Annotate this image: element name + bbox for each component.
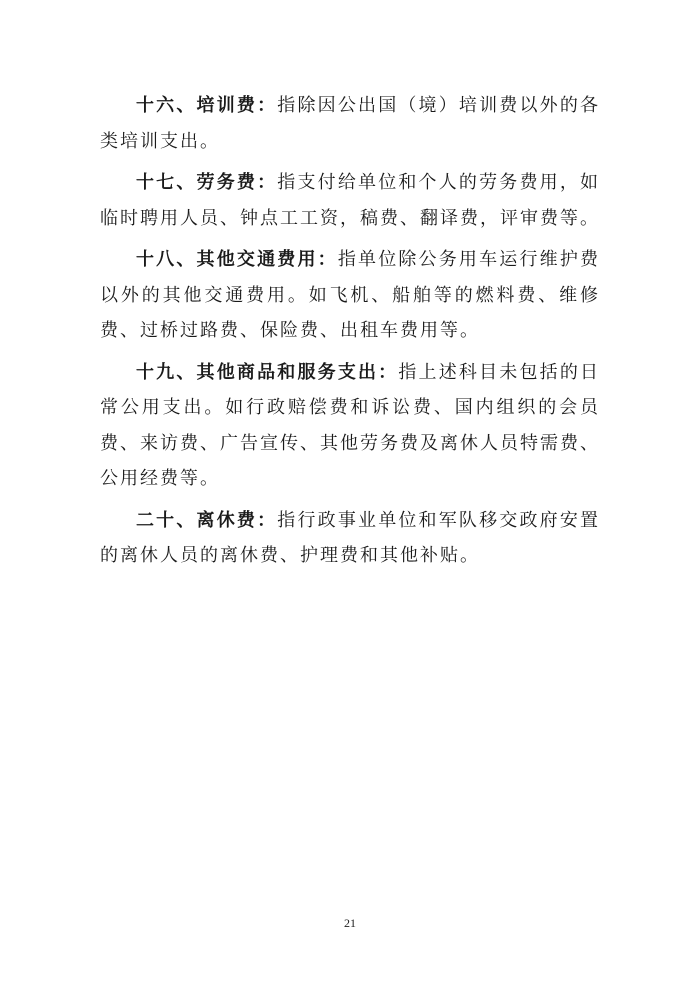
term-definition: 指上述科目未包括的日常公用支出。如行政赔偿费和诉讼费、国内组织的会员费、来访费、广告宣传、其他劳务费及离休人员特需费、公用经费等。	[100, 361, 601, 489]
paragraph-other-goods-services	[100, 355, 600, 497]
paragraph-labor-fee	[100, 165, 600, 236]
paragraph-retirement-fee	[100, 503, 600, 574]
document-body	[100, 88, 600, 580]
paragraph-training-fee	[100, 88, 600, 159]
term-definition: 指除因公出国（境）培训费以外的各类培训支出。	[100, 95, 601, 152]
term-definition: 指单位除公务用车运行维护费以外的其他交通费用。如飞机、船舶等的燃料费、维修费、过桥过路费、保险费、出租车费用等。	[100, 249, 601, 341]
term-heading: 十八、其他交通费用：	[136, 249, 338, 270]
paragraph-other-transport-fee	[100, 242, 600, 349]
page-number: 21	[344, 916, 356, 930]
term-definition: 指支付给单位和个人的劳务费用，如临时聘用人员、钟点工工资，稿费、翻译费，评审费等。	[100, 172, 601, 229]
term-heading: 二十、离休费：	[136, 509, 278, 531]
term-definition: 指行政事业单位和军队移交政府安置的离休人员的离休费、护理费和其他补贴。	[100, 509, 601, 566]
term-heading: 十九、其他商品和服务支出：	[136, 361, 399, 383]
term-heading: 十七、劳务费：	[136, 172, 278, 193]
term-heading: 十六、培训费：	[136, 95, 278, 116]
